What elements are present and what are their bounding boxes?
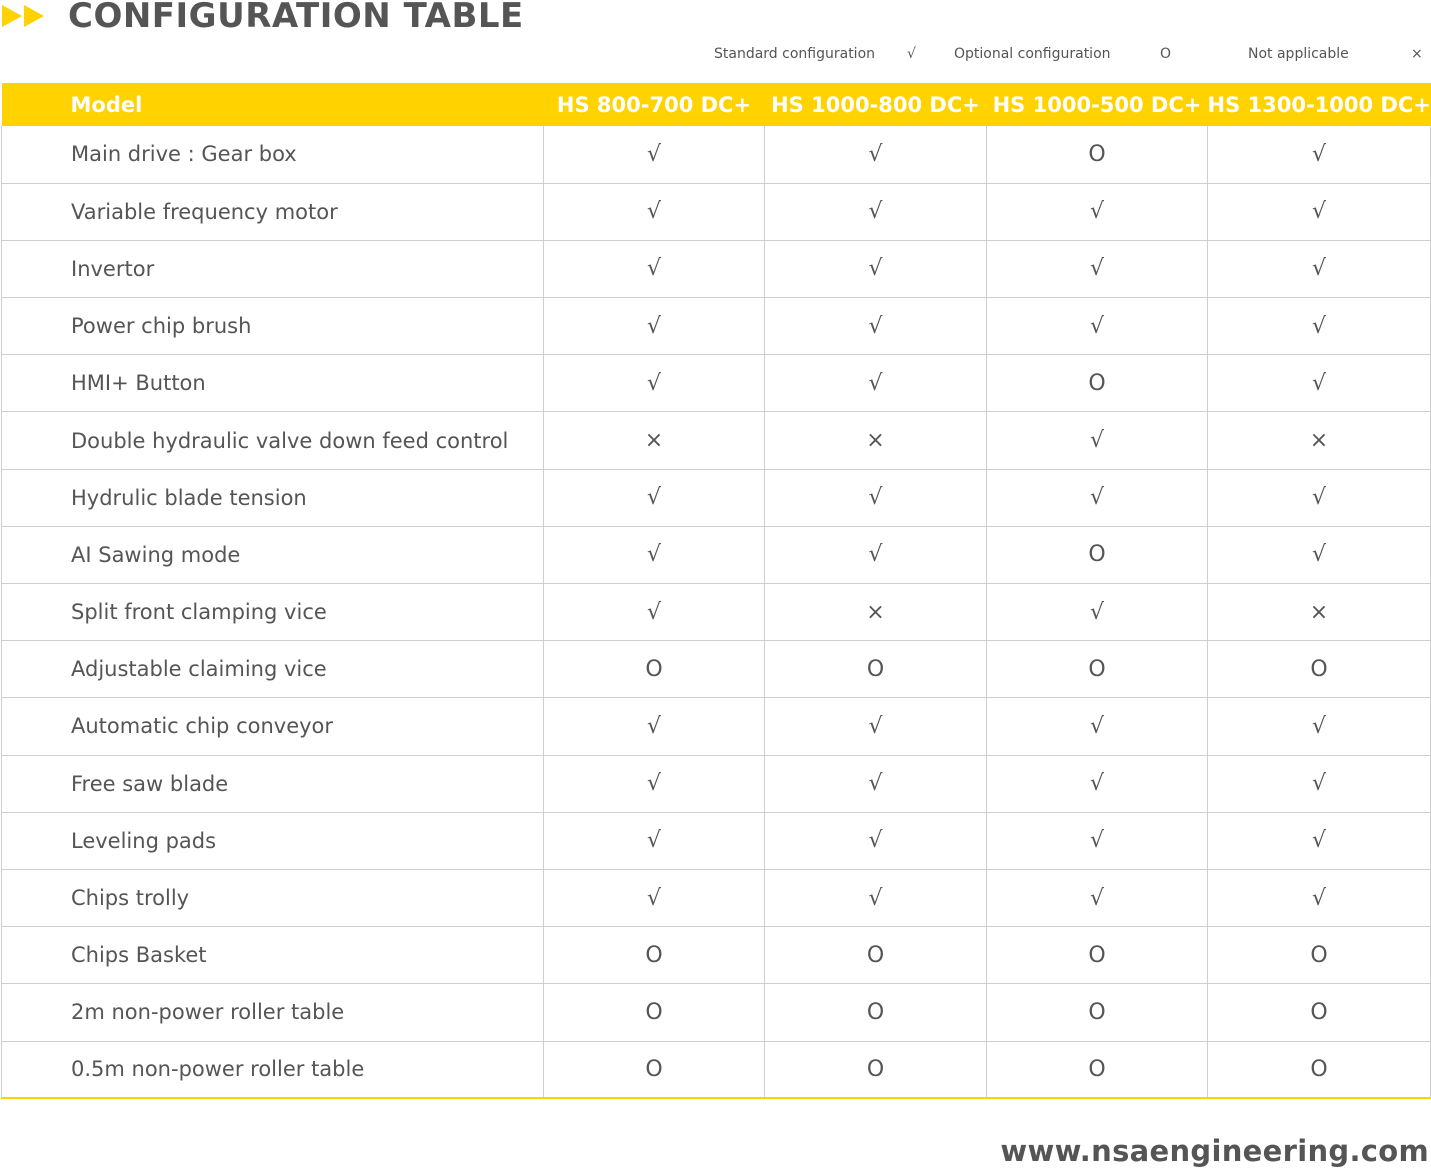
legend-standard-label: Standard configuration (714, 46, 876, 62)
legend-na-label: Not applicable (1248, 46, 1349, 62)
config-mark: √ (544, 469, 765, 526)
feature-name: Split front clamping vice (2, 584, 544, 641)
config-mark: √ (765, 298, 987, 355)
config-mark: √ (765, 355, 987, 412)
table-row (2, 641, 1431, 698)
table-row (2, 412, 1431, 469)
feature-name: AI Sawing mode (2, 526, 544, 583)
table-row (2, 869, 1431, 926)
table-row (2, 355, 1431, 412)
config-mark: √ (1208, 698, 1431, 755)
config-mark: √ (987, 812, 1208, 869)
column-header-model: Model (70, 92, 143, 117)
column-header-model-1: HS 800-700 DC+ (556, 92, 752, 117)
config-mark: √ (765, 755, 987, 812)
config-mark: √ (987, 183, 1208, 240)
config-mark: √ (765, 126, 987, 183)
feature-name: Adjustable claiming vice (2, 641, 544, 698)
table-row (2, 927, 1431, 984)
config-mark: O (1208, 641, 1431, 698)
table-row (2, 240, 1431, 297)
table-row (2, 1041, 1431, 1098)
config-mark: √ (544, 126, 765, 183)
table-row (2, 526, 1431, 583)
feature-name: Power chip brush (2, 298, 544, 355)
table-row (2, 183, 1431, 240)
config-mark: √ (1208, 126, 1431, 183)
table-row (2, 698, 1431, 755)
table-row (2, 812, 1431, 869)
config-mark: O (987, 641, 1208, 698)
config-mark: √ (544, 298, 765, 355)
feature-name: Chips trolly (2, 869, 544, 926)
config-mark: O (765, 641, 987, 698)
table-row (2, 584, 1431, 641)
config-mark: O (987, 984, 1208, 1041)
config-mark: O (765, 984, 987, 1041)
config-mark: √ (1208, 183, 1431, 240)
config-mark: O (765, 927, 987, 984)
page-title: CONFIGURATION TABLE (68, 0, 524, 36)
config-mark: √ (987, 240, 1208, 297)
config-mark: O (544, 984, 765, 1041)
feature-name: Free saw blade (2, 755, 544, 812)
config-mark: √ (765, 183, 987, 240)
config-mark: √ (765, 869, 987, 926)
config-mark: √ (544, 526, 765, 583)
config-mark: O (987, 526, 1208, 583)
config-mark: O (1208, 927, 1431, 984)
feature-name: Main drive : Gear box (2, 126, 544, 183)
config-mark: √ (544, 869, 765, 926)
feature-name: HMI+ Button (2, 355, 544, 412)
config-mark: √ (1208, 298, 1431, 355)
config-mark: √ (544, 698, 765, 755)
config-mark: √ (987, 469, 1208, 526)
table-row (2, 755, 1431, 812)
column-header-model-2: HS 1000-800 DC+ (771, 92, 980, 117)
config-mark: O (1208, 984, 1431, 1041)
config-mark: O (987, 927, 1208, 984)
config-mark: O (987, 1041, 1208, 1098)
table-body (2, 126, 1431, 1098)
config-mark: O (1208, 1041, 1431, 1098)
config-mark: √ (765, 812, 987, 869)
feature-name: 2m non-power roller table (2, 984, 544, 1041)
config-mark: √ (1208, 355, 1431, 412)
double-arrow-icon (2, 3, 48, 29)
legend-standard-symbol: √ (907, 46, 916, 62)
config-mark: × (1208, 412, 1431, 469)
feature-name: Invertor (2, 240, 544, 297)
table-header-row (2, 83, 1431, 126)
config-mark: √ (1208, 812, 1431, 869)
config-mark: √ (765, 469, 987, 526)
config-mark: × (1208, 584, 1431, 641)
config-mark: √ (987, 298, 1208, 355)
legend-optional-label: Optional configuration (954, 46, 1111, 62)
website-url: www.nsaengineering.com (1000, 1134, 1429, 1168)
config-mark: × (765, 412, 987, 469)
config-mark: √ (987, 755, 1208, 812)
column-header-model-4: HS 1300-1000 DC+ (1207, 92, 1431, 117)
config-mark: O (544, 927, 765, 984)
config-mark: √ (544, 584, 765, 641)
config-mark: √ (544, 355, 765, 412)
config-mark: √ (765, 526, 987, 583)
config-mark: √ (987, 698, 1208, 755)
config-mark: √ (544, 183, 765, 240)
table-row (2, 298, 1431, 355)
config-mark: √ (1208, 469, 1431, 526)
feature-name: Leveling pads (2, 812, 544, 869)
config-mark: √ (987, 584, 1208, 641)
config-mark: √ (1208, 869, 1431, 926)
config-mark: √ (987, 412, 1208, 469)
config-mark: √ (544, 812, 765, 869)
config-mark: √ (1208, 526, 1431, 583)
config-mark: O (544, 641, 765, 698)
config-mark: O (765, 1041, 987, 1098)
legend-optional-symbol: O (1160, 46, 1172, 62)
config-mark: √ (544, 240, 765, 297)
config-mark: O (987, 355, 1208, 412)
config-mark: × (544, 412, 765, 469)
configuration-table (1, 83, 1431, 1099)
table-row (2, 469, 1431, 526)
config-mark: √ (765, 698, 987, 755)
legend-na-symbol: × (1411, 46, 1423, 62)
table-row (2, 984, 1431, 1041)
config-mark: √ (765, 240, 987, 297)
feature-name: Automatic chip conveyor (2, 698, 544, 755)
feature-name: Chips Basket (2, 927, 544, 984)
feature-name: 0.5m non-power roller table (2, 1041, 544, 1098)
config-mark: √ (544, 755, 765, 812)
table-row (2, 126, 1431, 183)
config-mark: √ (1208, 240, 1431, 297)
config-mark: O (544, 1041, 765, 1098)
config-mark: O (987, 126, 1208, 183)
feature-name: Hydrulic blade tension (2, 469, 544, 526)
config-mark: √ (987, 869, 1208, 926)
config-mark: √ (1208, 755, 1431, 812)
column-header-model-3: HS 1000-500 DC+ (992, 92, 1202, 117)
feature-name: Double hydraulic valve down feed control (2, 412, 544, 469)
config-mark: × (765, 584, 987, 641)
feature-name: Variable frequency motor (2, 183, 544, 240)
